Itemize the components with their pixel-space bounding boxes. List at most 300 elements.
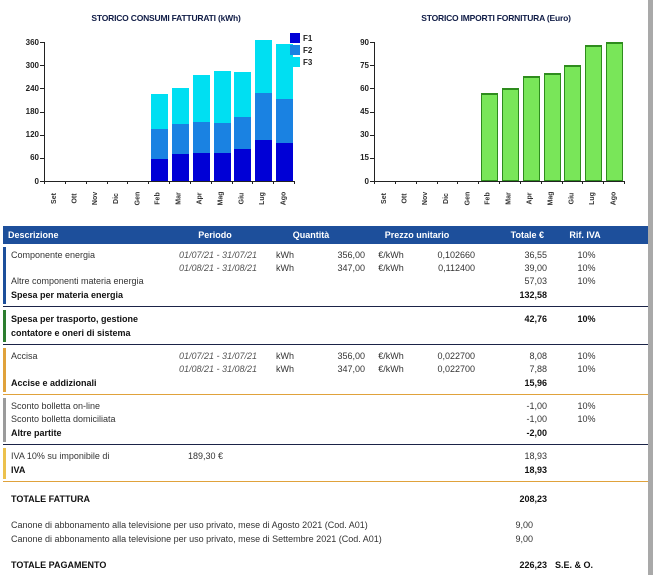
stacked-bar [214,71,231,181]
x-axis-label: Ago [610,191,618,206]
bar-segment-f2 [234,117,251,149]
x-axis-tick-mark [86,181,87,184]
row-unit [263,400,307,413]
x-axis-tick-mark [478,181,479,184]
bar-slots [45,42,295,181]
total-description: Canone di abbonamento alla televisione per uso privato, mese di Settembre 2021 (Cod. A01) [11,534,382,544]
bar-slot [253,42,274,181]
legend-swatch-f2 [290,45,300,55]
stacked-bar [234,72,251,181]
row-unit-price [417,426,475,440]
bar-slot [128,42,149,181]
x-axis-label: Mag [547,191,555,206]
x-axis-tick-mark [44,181,45,184]
spacer [3,546,648,558]
x-axis-label: Set [380,193,388,204]
row-unit: kWh [276,351,294,361]
row-unit-price: 0,022700 [437,364,475,374]
x-axis-tick-mark [541,181,542,184]
bill-table-header [3,226,648,244]
row-total: 15,96 [524,378,547,388]
row-quantity [307,450,365,463]
x-axis-label: Lug [589,192,597,205]
y-axis-tick-mark [40,158,44,159]
bar [523,76,540,181]
table-row [11,400,648,413]
total-amount: 226,23 [519,560,547,570]
bar-segment-f2 [172,124,189,154]
row-total: 39,00 [524,263,547,273]
bar-slot [437,42,458,181]
bar-slot [170,42,191,181]
x-axis-tick-mark [374,181,375,184]
y-axis-tick-mark [370,135,374,136]
x-axis-label: Apr [526,192,534,205]
chart-consumi-legend [290,33,312,69]
x-axis-label: Dic [443,193,451,204]
header-totale: Totale € [510,230,544,240]
x-axis-tick-mark [252,181,253,184]
row-quantity [307,376,365,390]
row-description [11,262,173,275]
row-description: Spesa per trasporto, gestione contatore e oneri di sistema [11,314,139,338]
legend-label: F1 [303,33,313,43]
x-axis-tick-mark [273,181,274,184]
x-axis-tick-mark [457,181,458,184]
bill-table-body [3,247,648,572]
row-periodo: 01/07/21 - 31/07/21 [178,351,258,361]
window-edge-strip [648,0,653,575]
section-divider [3,344,648,345]
row-periodo [173,400,263,413]
section-divider [3,444,648,445]
bar-slot [562,42,583,181]
row-vat: 10% [577,364,596,374]
bar-segment-f2 [151,129,168,159]
x-axis-labels [374,186,624,216]
bar [544,73,561,181]
bill-table [3,226,648,572]
table-row [11,350,648,363]
row-unit-price [417,288,475,302]
row-price-unit [365,413,417,426]
bill-section-iva [3,448,648,479]
chart-importi-fornitura [336,0,656,222]
x-axis-tick-mark [603,181,604,184]
row-total: 18,93 [524,451,547,461]
table-row [11,463,648,477]
row-periodo: 01/07/21 - 31/07/21 [178,250,258,260]
x-axis-label: Mar [505,192,513,205]
row-description: Altre partite [11,428,62,438]
bar-segment-f1 [276,143,293,181]
row-total: 42,76 [524,314,547,324]
y-axis-tick-mark [370,42,374,43]
x-axis-tick-mark [294,181,295,184]
legend-swatch-f1 [290,33,300,43]
row-vat: 10% [577,276,596,286]
row-vat: 10% [577,401,596,411]
row-vat [547,450,648,463]
row-price-unit [365,275,417,288]
x-axis-tick-mark [437,181,438,184]
bar-slot [458,42,479,181]
row-description: Spesa per materia energia [11,290,124,300]
row-unit [263,376,307,390]
bar-segment-f3 [193,75,210,122]
bar-slot [500,42,521,181]
row-price-unit [365,463,417,477]
total-amount: 9,00 [515,520,533,530]
table-row [11,450,648,463]
section-divider [3,394,648,395]
row-total: 57,03 [524,276,547,286]
x-axis-label: Giu [238,192,246,205]
bar-segment-f3 [234,72,251,118]
y-axis-tick-mark [40,112,44,113]
bar [502,88,519,181]
row-unit [263,463,307,477]
row-quantity [307,275,365,288]
header-descrizione: Descrizione [8,230,59,240]
x-axis-tick-mark [148,181,149,184]
chart-consumi-plot [44,42,295,182]
x-axis-tick-mark [520,181,521,184]
total-description: TOTALE FATTURA [11,494,90,504]
row-description: Sconto bolletta domiciliata [11,414,116,424]
bar-segment-f3 [172,88,189,124]
row-unit-price [417,275,475,288]
bar-slot [375,42,396,181]
row-price-unit [365,376,417,390]
bar-segment-f3 [255,40,272,93]
row-unit-price [417,463,475,477]
row-periodo [173,463,263,477]
row-unit: kWh [276,250,294,260]
bill-section-spesa-trasporto [3,310,648,342]
row-unit [263,312,307,340]
table-row [11,275,648,288]
y-axis-tick-label: 60 [30,153,39,163]
x-axis-label: Ott [71,193,79,204]
bill-section-accise [3,348,648,392]
y-axis-tick-mark [40,42,44,43]
x-axis-label: Mag [217,191,225,206]
total-suffix [547,492,648,506]
row-unit-price: 0,102660 [437,250,475,260]
x-axis-tick-mark [232,181,233,184]
total-suffix: S.E. & O. [555,560,594,570]
x-axis-label: Feb [485,192,493,205]
row-unit: kWh [276,263,294,273]
row-imponibile: 189,30 € [188,451,224,461]
bill-section-altre-partite [3,398,648,442]
row-total: -1,00 [526,401,547,411]
row-quantity [307,413,365,426]
bar-segment-f1 [214,153,231,181]
row-price-unit: €/kWh [378,250,404,260]
row-description: Accise e addizionali [11,378,97,388]
row-quantity: 347,00 [337,263,365,273]
x-axis-labels [44,186,294,216]
bar-slot [542,42,563,181]
y-axis-tick-mark [40,135,44,136]
chart-consumi-fatturati [6,0,336,222]
table-row [11,288,648,302]
row-periodo: 01/08/21 - 31/08/21 [178,364,258,374]
x-axis-tick-mark [211,181,212,184]
x-axis-label: Apr [196,192,204,205]
row-quantity [307,463,365,477]
row-price-unit: €/kWh [378,263,404,273]
section-divider [3,306,648,307]
row-periodo [173,376,263,390]
stacked-bar [151,94,168,181]
table-row [11,249,648,262]
bar-slot [232,42,253,181]
bar-slot [479,42,500,181]
row-description [11,363,173,376]
row-quantity [307,426,365,440]
row-price-unit [365,450,417,463]
row-total: 18,93 [524,465,547,475]
y-axis-tick-label: 300 [25,60,39,70]
bar-slot [87,42,108,181]
bar-slot [604,42,625,181]
bar-slot [583,42,604,181]
x-axis-label: Ago [280,191,288,206]
table-row [11,413,648,426]
row-total: 132,58 [519,290,547,300]
row-vat [547,376,648,390]
x-axis-label: Nov [92,191,100,206]
bar-slots [375,42,625,181]
x-axis-label: Nov [422,191,430,206]
x-axis-tick-mark [562,181,563,184]
row-periodo [173,426,263,440]
row-unit-price [417,450,475,463]
row-unit-price: 0,022700 [437,351,475,361]
y-axis-tick-label: 180 [25,107,39,116]
y-axis-tick-label: 0 [34,176,39,186]
y-axis-tick-label: 60 [360,83,369,93]
y-axis-tick-mark [370,112,374,113]
legend-swatch-f3 [290,57,300,67]
total-row [3,492,648,506]
x-axis-label: Set [50,193,58,204]
x-axis-label: Ott [401,193,409,204]
total-row [3,532,648,546]
table-row [11,363,648,376]
row-quantity: 356,00 [337,351,365,361]
chart-importi-plot [374,42,625,182]
y-axis-tick-mark [370,88,374,89]
row-description: Componente energia [11,250,96,260]
bar-slot [191,42,212,181]
bar-slot [66,42,87,181]
row-unit-price [417,400,475,413]
y-axis-tick-label: 75 [360,60,369,70]
bar-segment-f2 [276,99,293,143]
row-vat: 10% [577,250,596,260]
x-axis-tick-mark [624,181,625,184]
total-description: TOTALE PAGAMENTO [11,560,107,570]
row-periodo [173,275,263,288]
row-periodo: 01/08/21 - 31/08/21 [178,263,258,273]
row-quantity [307,400,365,413]
bar [585,45,602,181]
y-axis-tick-label: 240 [25,83,39,93]
row-vat [547,463,648,477]
row-price-unit: €/kWh [378,364,404,374]
row-description: IVA [11,465,26,475]
x-axis-tick-mark [190,181,191,184]
legend-label: F2 [303,45,313,55]
total-suffix [547,532,648,546]
chart-consumi-title: STORICO CONSUMI FATTURATI (kWh) [91,13,241,23]
bar-slot [149,42,170,181]
row-price-unit: €/kWh [378,351,404,361]
total-row [3,558,648,572]
bar [564,65,581,181]
header-rif-iva: Rif. IVA [569,230,601,240]
bar-slot [396,42,417,181]
bar-segment-f1 [234,149,251,181]
row-price-unit [365,288,417,302]
y-axis-tick-label: 30 [360,130,369,140]
row-description: Altre componenti materia energia [11,276,144,286]
row-price-unit [365,400,417,413]
row-unit-price: 0,112400 [438,263,475,273]
row-price-unit [365,312,417,340]
row-quantity: 347,00 [337,364,365,374]
row-periodo [173,312,263,340]
bar-segment-f2 [255,93,272,139]
row-quantity [307,312,365,340]
y-axis-tick-mark [370,65,374,66]
bill-section-spesa-materia-energia [3,247,648,304]
x-axis-tick-mark [169,181,170,184]
row-total: 36,55 [524,250,547,260]
x-axis-label: Gen [134,191,142,206]
bar-segment-f1 [193,153,210,181]
x-axis-label: Gen [464,191,472,206]
y-axis-tick-mark [370,158,374,159]
bar-segment-f2 [193,122,210,153]
y-axis-tick-label: 45 [360,107,369,116]
row-unit [263,275,307,288]
x-axis-tick-mark [107,181,108,184]
bar-slot [417,42,438,181]
row-vat: 10% [577,414,596,424]
total-suffix [547,518,648,532]
legend-entry [290,45,312,55]
row-unit: kWh [276,364,294,374]
total-description: Canone di abbonamento alla televisione per uso privato, mese di Agosto 2021 (Cod. A01) [11,520,368,530]
x-axis-tick-mark [395,181,396,184]
table-row [11,376,648,390]
bar-slot [107,42,128,181]
row-description: IVA 10% su imponibile di [11,451,110,461]
header-periodo: Periodo [198,230,232,240]
legend-entry [290,57,312,67]
x-axis-tick-mark [499,181,500,184]
x-axis-tick-mark [582,181,583,184]
legend-entry [290,33,312,43]
row-vat: 10% [577,263,596,273]
stacked-bar [255,40,272,181]
bar-segment-f1 [172,154,189,181]
stacked-bar [193,75,210,181]
row-unit-price [417,376,475,390]
y-axis-tick-label: 15 [360,153,369,163]
row-unit-price [417,413,475,426]
row-unit [263,450,307,463]
y-axis-tick-label: 0 [364,176,369,186]
y-axis-tick-label: 90 [360,37,369,47]
bar-slot [45,42,66,181]
table-row [11,312,648,340]
x-axis-tick-mark [416,181,417,184]
total-amount: 208,23 [519,494,547,504]
row-vat [547,426,648,440]
row-total: 7,88 [529,364,547,374]
y-axis-tick-mark [40,88,44,89]
header-quantita: Quantità [292,230,330,240]
row-periodo [173,413,263,426]
row-unit-price [417,312,475,340]
row-quantity [307,288,365,302]
x-axis-label: Feb [155,192,163,205]
row-description: Sconto bolletta on-line [11,401,101,411]
y-axis-tick-mark [40,65,44,66]
bar-slot [212,42,233,181]
x-axis-label: Mar [175,192,183,205]
x-axis-tick-mark [127,181,128,184]
row-periodo [173,288,263,302]
spacer [3,506,648,518]
row-total: 8,08 [529,351,547,361]
y-axis-tick-label: 120 [25,130,39,140]
bar-segment-f3 [214,71,231,123]
chart-importi-title: STORICO IMPORTI FORNITURA (Euro) [421,13,571,23]
bar-segment-f3 [151,94,168,129]
row-vat: 10% [577,314,596,324]
row-vat [547,288,648,302]
stacked-bar [172,88,189,181]
spacer [3,482,648,492]
bar [606,42,623,181]
table-row [11,262,648,275]
row-vat: 10% [577,351,596,361]
legend-label: F3 [303,57,313,67]
bar-segment-f1 [151,159,168,181]
row-quantity: 356,00 [337,250,365,260]
bar-segment-f1 [255,140,272,181]
x-axis-tick-mark [65,181,66,184]
row-unit [263,288,307,302]
row-description: Accisa [11,351,38,361]
row-total: -1,00 [526,414,547,424]
x-axis-label: Giu [568,192,576,205]
bar [481,93,498,181]
row-unit [263,426,307,440]
row-total: -2,00 [526,428,547,438]
row-price-unit [365,426,417,440]
y-axis-tick-label: 360 [25,37,39,47]
header-prezzo-unitario: Prezzo unitario [384,230,450,240]
bar-slot [521,42,542,181]
